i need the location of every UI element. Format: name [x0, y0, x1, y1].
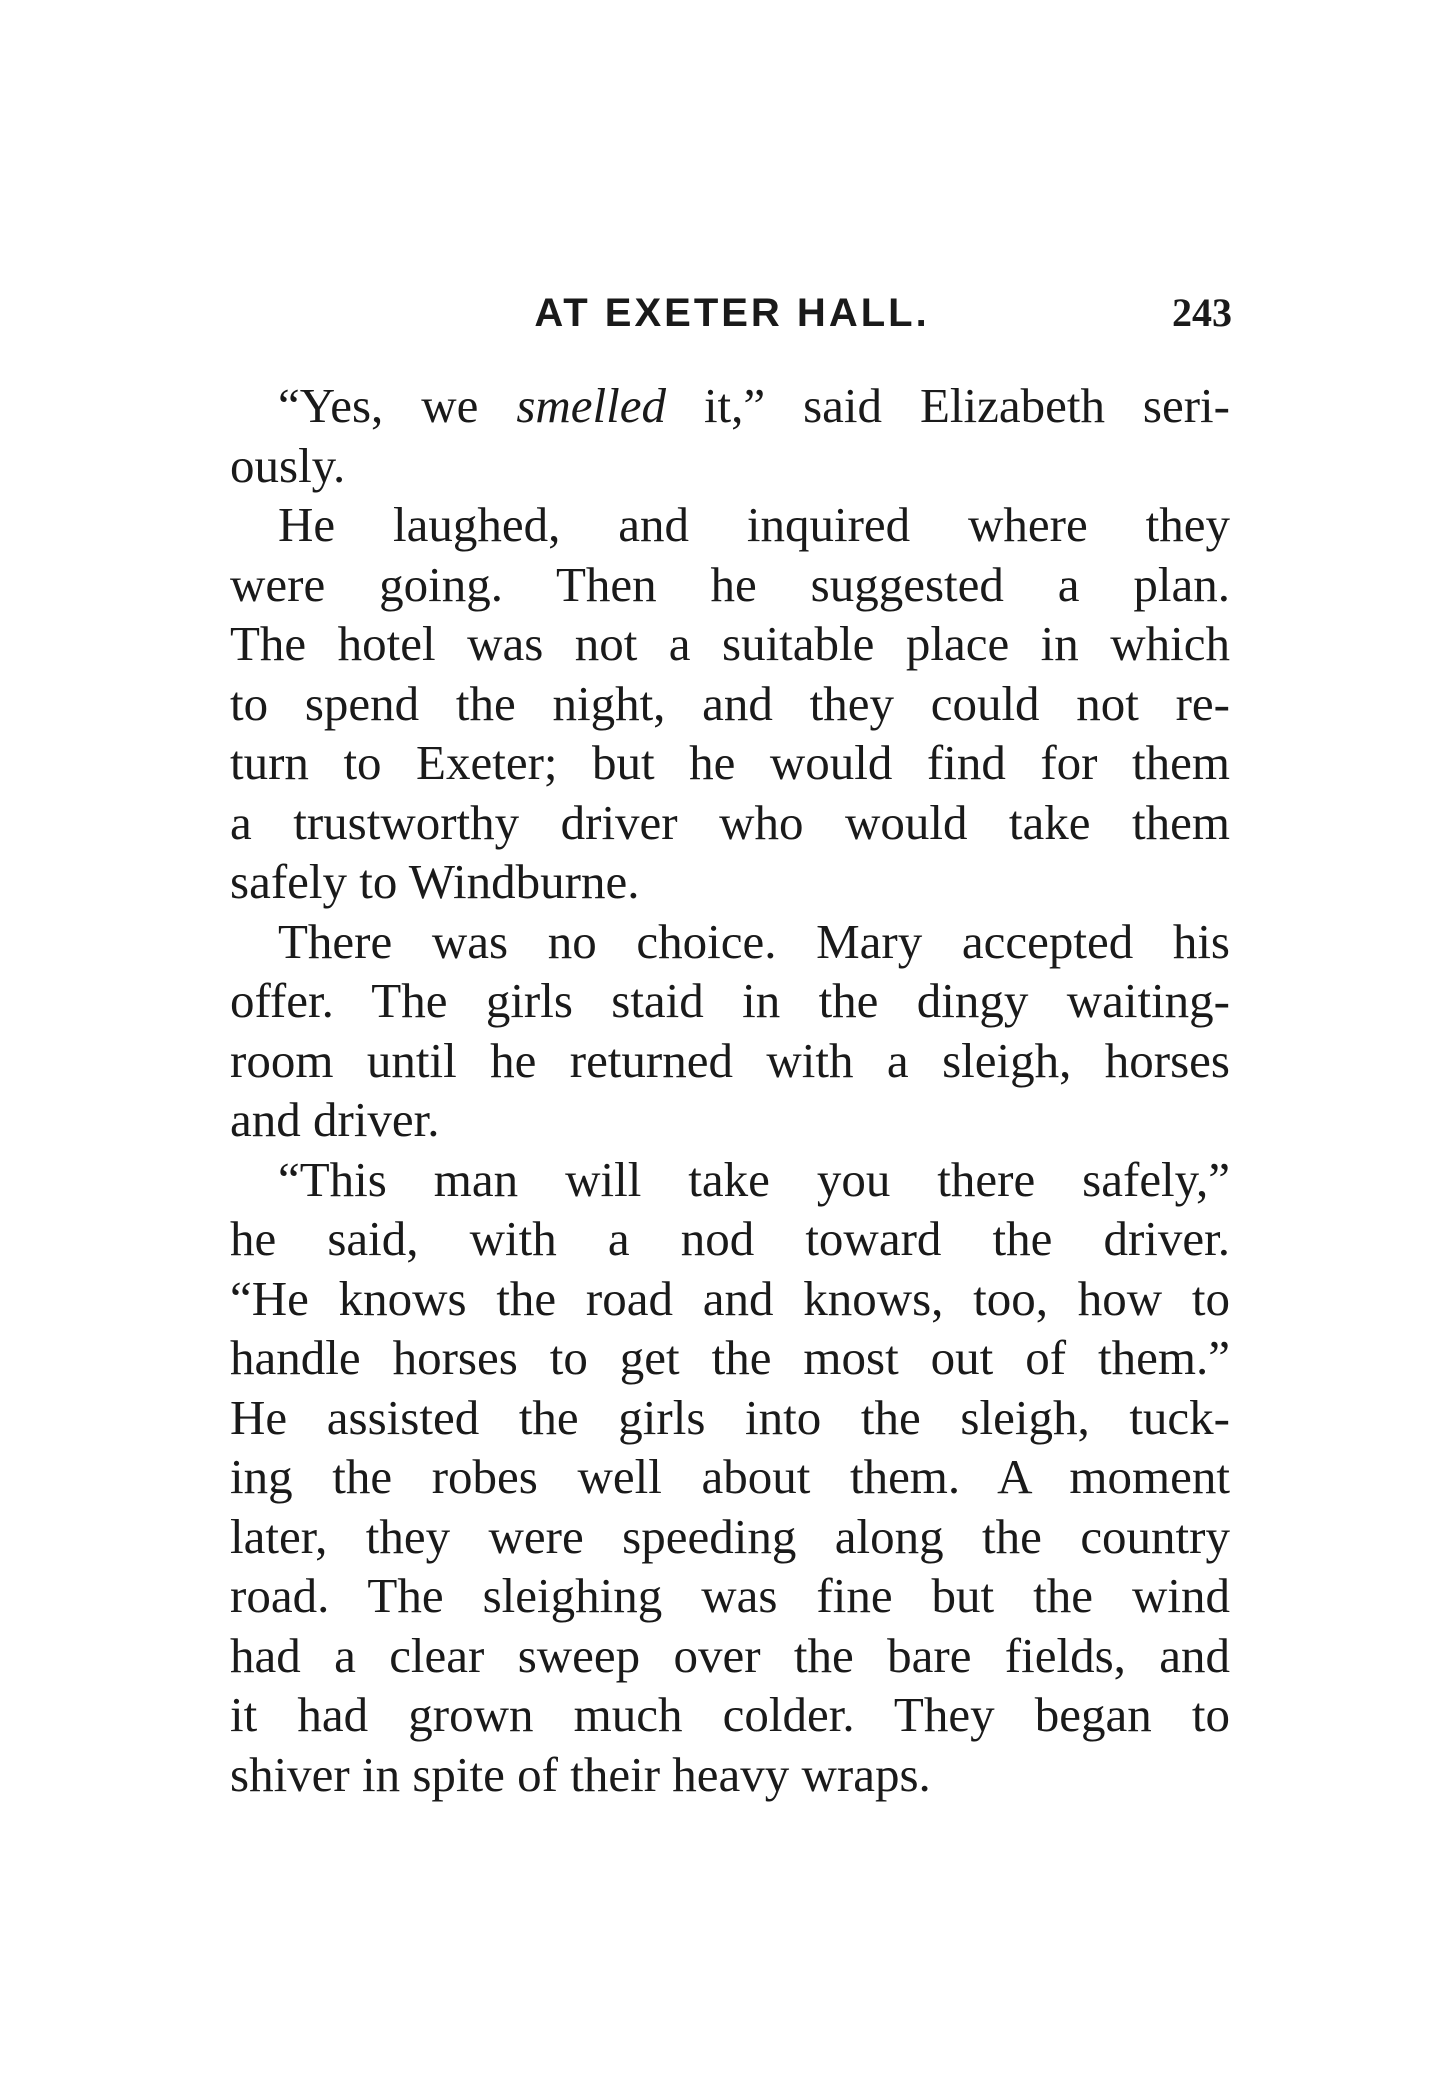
text-line: safely to Windburne. — [230, 854, 640, 909]
text-line: offer. The girls staid in the dingy waiting- — [230, 973, 1230, 1028]
text-line: later, they were speeding along the country — [230, 1508, 1230, 1564]
running-head: AT EXETER HALL. — [534, 291, 930, 335]
paragraph-1 — [230, 376, 1230, 495]
paragraph-2 — [230, 495, 1230, 912]
text-line: he said, with a nod toward the driver. — [230, 1211, 1230, 1266]
text-span: “Yes, we — [278, 378, 517, 433]
text-line: ously. — [230, 437, 346, 493]
text-line: “He knows the road and knows, too, how to — [230, 1270, 1230, 1326]
paragraph-4 — [230, 1150, 1230, 1805]
text-line: to spend the night, and they could not re- — [230, 675, 1230, 731]
text-line: and driver. — [230, 1092, 440, 1147]
page-header — [232, 288, 1232, 338]
text-line: He laughed, and inquired where they — [278, 497, 1230, 552]
text-line: “This man will take you there safely,” — [278, 1151, 1230, 1207]
text-line: it had grown much colder. They began to — [230, 1687, 1230, 1742]
emphasized-word: smelled — [516, 378, 666, 433]
text-line: road. The sleighing was fine but the wind — [230, 1568, 1230, 1623]
paragraph-3 — [230, 912, 1230, 1150]
text-line: He assisted the girls into the sleigh, tuck- — [230, 1389, 1230, 1445]
text-line: room until he returned with a sleigh, horses — [230, 1032, 1230, 1088]
text-line: had a clear sweep over the bare fields, and — [230, 1627, 1230, 1683]
text-line: were going. Then he suggested a plan. — [230, 556, 1230, 612]
text-line: The hotel was not a suitable place in which — [230, 616, 1230, 671]
text-line: ing the robes well about them. A moment — [230, 1449, 1230, 1504]
text-line — [230, 376, 1230, 436]
text-line: There was no choice. Mary accepted his — [278, 913, 1230, 969]
text-span: it,” said Elizabeth seri- — [666, 378, 1230, 433]
text-line: handle horses to get the most out of them.” — [230, 1330, 1230, 1385]
text-line: turn to Exeter; but he would find for them — [230, 735, 1230, 790]
page-number: 243 — [1172, 290, 1232, 335]
text-line: a trustworthy driver who would take them — [230, 794, 1230, 850]
body-text — [230, 376, 1230, 1804]
text-line: shiver in spite of their heavy wraps. — [230, 1746, 931, 1802]
